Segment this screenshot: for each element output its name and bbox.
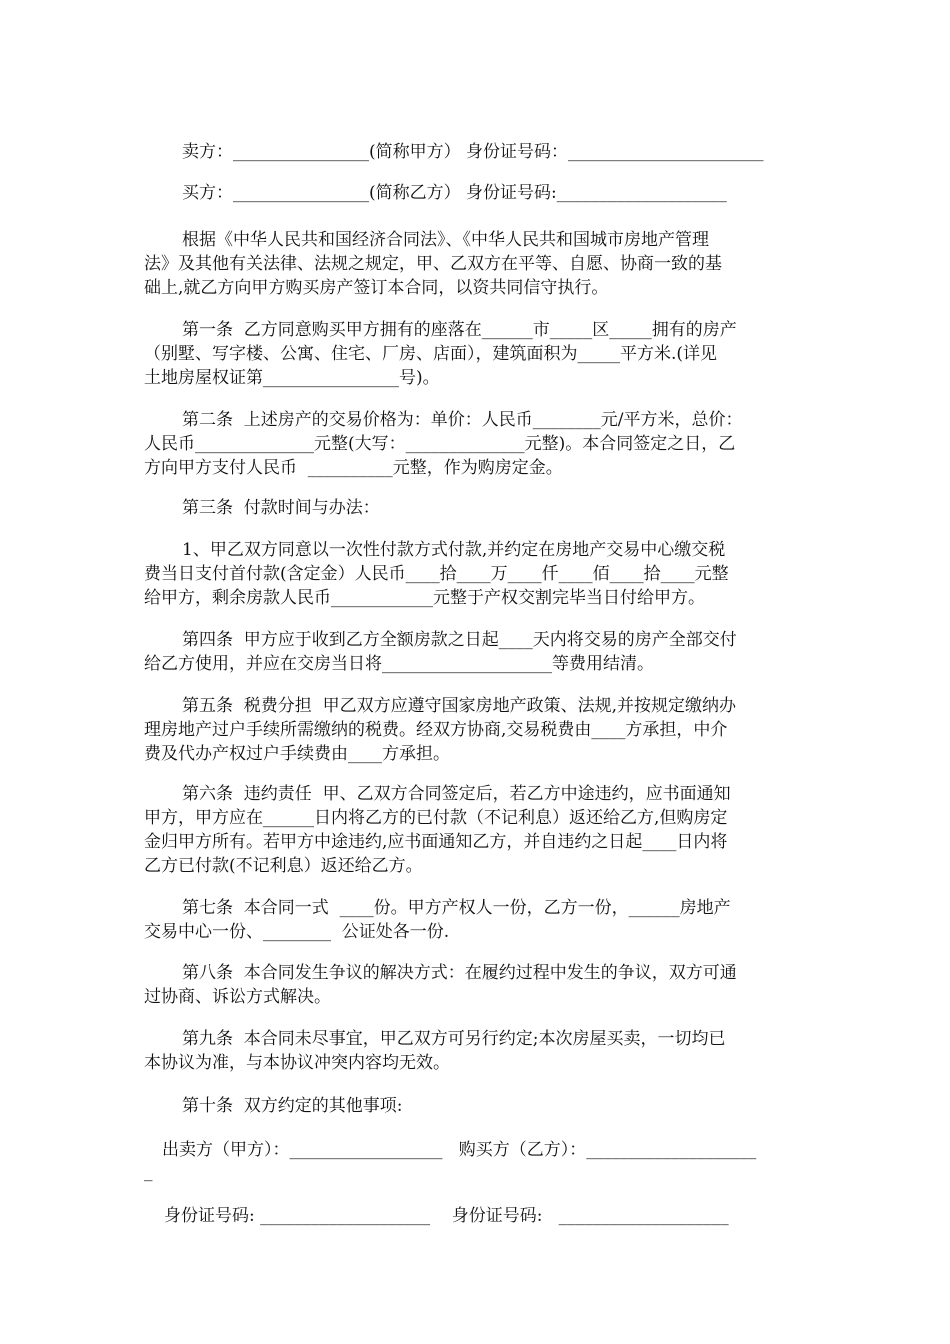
- signature-parties-line: 出卖方（甲方）：__________________ 购买方（乙方）：____________________: [162, 1140, 757, 1160]
- article-1-line-2: （别墅、写字楼、公寓、住宅、厂房、店面），建筑面积为_____平方米.(详见: [144, 344, 718, 364]
- article-5-line-3: 费及代办产权过户手续费由____方承担。: [144, 744, 450, 764]
- article-6-line-3: 金归甲方所有。若甲方中途违约,应书面通知乙方，并自违约之日起____日内将: [144, 832, 728, 852]
- article-5-line-2: 理房地产过户手续所需缴纳的税费。经双方协商,交易税费由____方承担，中介: [144, 720, 728, 740]
- article-2-line-2: 人民币______________元整(大写：______________元整)。本合同签定之日，乙: [144, 434, 736, 454]
- item-1-line-1: 1、甲乙双方同意以一次性付款方式付款,并约定在房地产交易中心缴交税: [182, 540, 726, 560]
- article-9-line-1: 第九条 本合同未尽事宜，甲乙双方可另行约定;本次房屋买卖，一切均已: [182, 1029, 726, 1049]
- article-1-line-3: 土地房屋权证第________________号)。: [144, 368, 440, 388]
- article-2-line-3: 方向甲方支付人民币 __________元整，作为购房定金。: [144, 458, 563, 478]
- item-1-line-2: 费当日支付首付款(含定金）人民币____拾____万____仟____佰____拾____元整: [144, 564, 729, 584]
- article-7-line-1: 第七条 本合同一式 ____份。甲方产权人一份，乙方一份，______房地产: [182, 898, 731, 918]
- preamble-line-1: 根据《中华人民共和国经济合同法》、《中华人民共和国城市房地产管理: [182, 230, 709, 250]
- article-4-line-2: 给乙方使用，并应在交房当日将____________________等费用结清。: [144, 654, 654, 674]
- item-1-line-3: 给甲方，剩余房款人民币____________元整于产权交割完毕当日付给甲方。: [144, 588, 705, 608]
- signature-overflow-mark: _: [144, 1162, 153, 1182]
- preamble-line-3: 础上,就乙方向甲方购买房产签订本合同，以资共同信守执行。: [144, 278, 609, 298]
- article-8-line-2: 过协商、诉讼方式解决。: [144, 987, 331, 1007]
- article-1-line-1: 第一条 乙方同意购买甲方拥有的座落在______市_____区_____拥有的房产: [182, 320, 737, 340]
- preamble-line-2: 法》及其他有关法律、法规之规定，甲、乙双方在平等、自愿、协商一致的基: [144, 254, 722, 274]
- article-9-line-2: 本协议为准，与本协议冲突内容均无效。: [144, 1053, 450, 1073]
- seller-line: 卖方：________________(简称甲方） 身份证号码：_______________________: [182, 142, 764, 162]
- article-3-line-1: 第三条 付款时间与办法：: [182, 498, 380, 518]
- buyer-line: 买方：________________(简称乙方） 身份证号码:____________________: [182, 183, 727, 203]
- article-6-line-1: 第六条 违约责任 甲、乙双方合同签定后，若乙方中途违约，应书面通知: [182, 784, 731, 804]
- article-4-line-1: 第四条 甲方应于收到乙方全额房款之日起____天内将交易的房产全部交付: [182, 630, 737, 650]
- article-8-line-1: 第八条 本合同发生争议的解决方式：在履约过程中发生的争议，双方可通: [182, 963, 737, 983]
- article-5-line-1: 第五条 税费分担 甲乙双方应遵守国家房地产政策、法规,并按规定缴纳办: [182, 696, 737, 716]
- article-2-line-1: 第二条 上述房产的交易价格为：单价：人民币________元/平方米，总价：: [182, 410, 743, 430]
- article-6-line-4: 乙方已付款(不记利息）返还给乙方。: [144, 856, 423, 876]
- article-7-line-2: 交易中心一份、________ 公证处各一份.: [144, 922, 450, 942]
- article-10-line-1: 第十条 双方约定的其他事项:: [182, 1096, 403, 1116]
- signature-ids-line: 身份证号码: ____________________ 身份证号码: ____________________: [164, 1206, 729, 1226]
- article-6-line-2: 甲方，甲方应在______日内将乙方的已付款（不记利息）返还给乙方,但购房定: [144, 808, 728, 828]
